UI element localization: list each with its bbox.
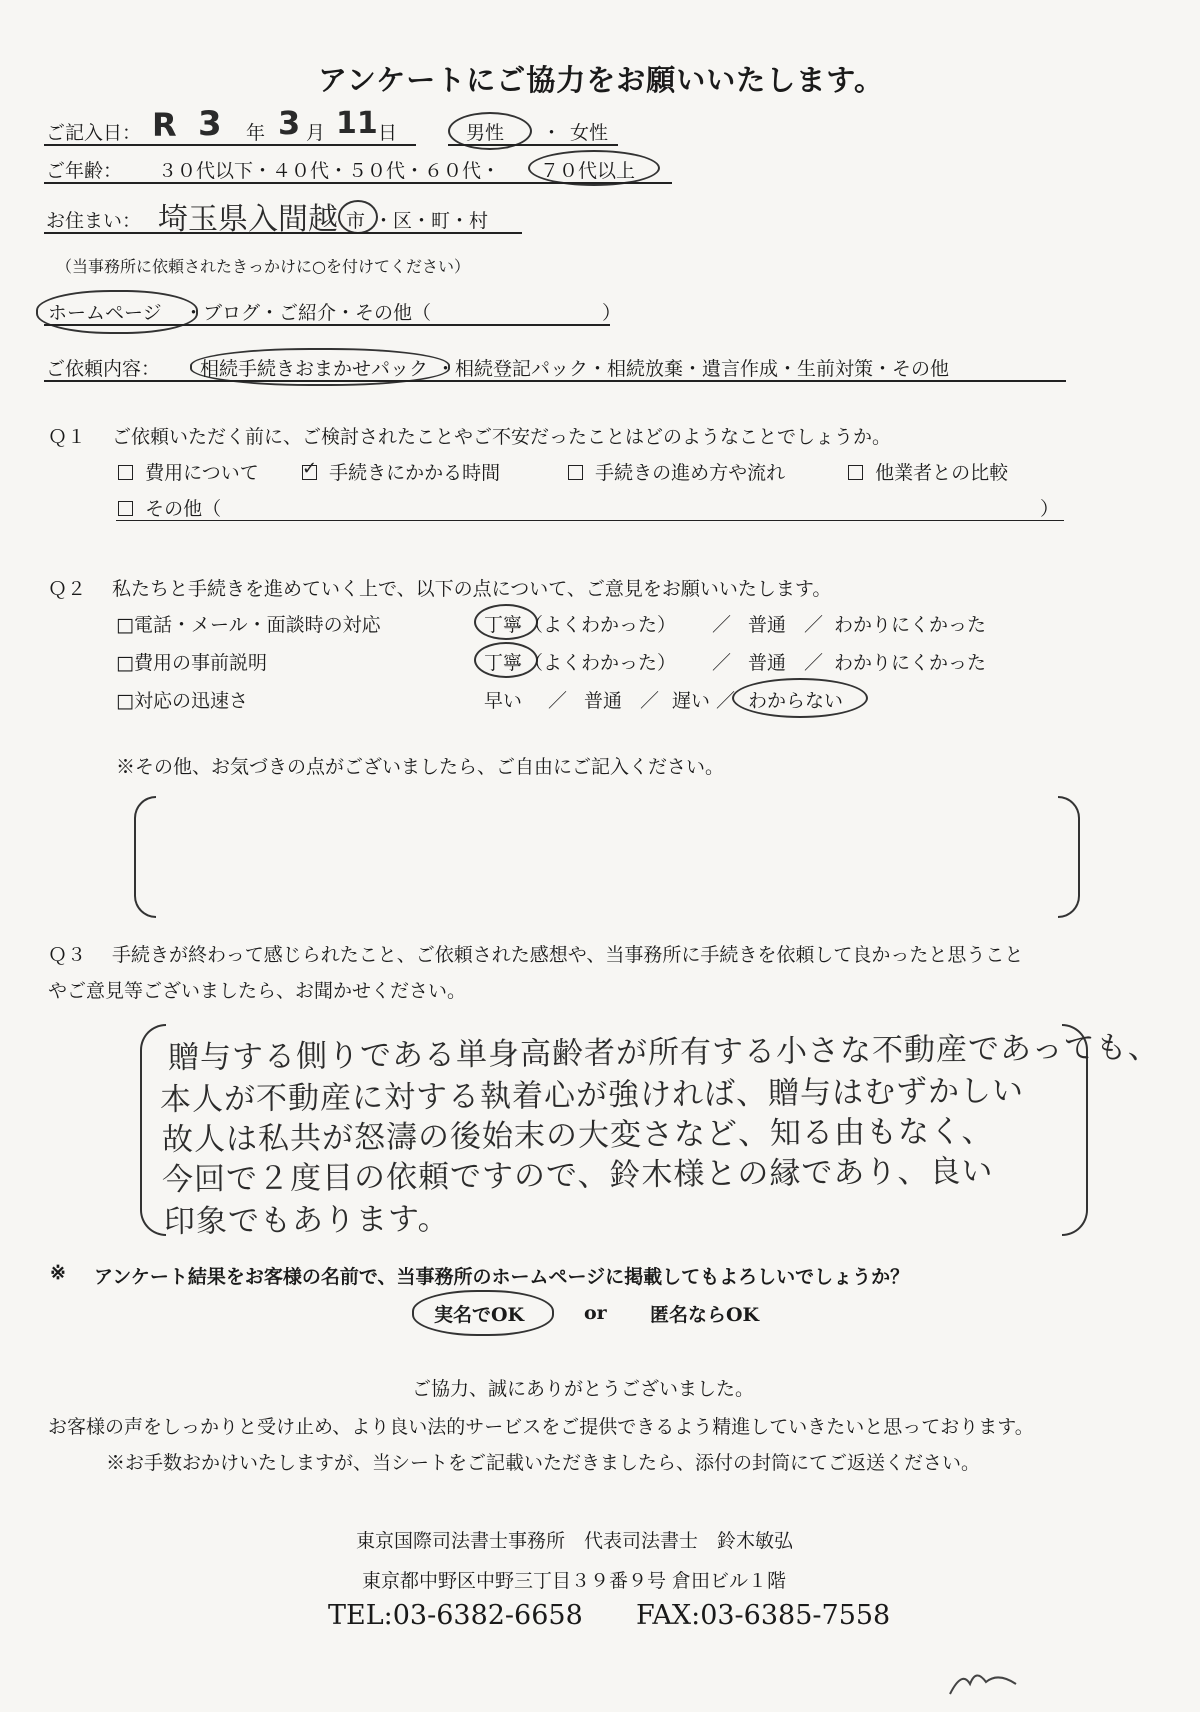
address-handwritten: 埼玉県入間越 [158,202,338,237]
q2-row3-label: □対応の迅速さ [116,690,248,712]
q2-row2-label: □費用の事前説明 [116,652,267,674]
q1-other-underline [116,520,1064,521]
q2-row3-opt3[interactable]: 遅い [672,690,711,712]
address-rest: ・区・町・村 [374,210,489,232]
footer-fax: FAX:03-6385-7558 [636,1600,891,1631]
closing-line3: ※お手数おかけいたしますが、当シートをご記載いただきましたら、添付の封筒にてご返送ください。 [106,1452,981,1474]
q3-question-line2: やご意見等ございましたら、お聞かせください。 [48,980,467,1002]
q1-option-other[interactable] [118,494,221,521]
q2-row1-opt3[interactable]: わかりにくかった [834,614,987,636]
q1-option-compare[interactable] [848,458,1008,485]
closing-line2: お客様の声をしっかりと受け止め、より良い法的サービスをご提供できるよう精進していきたいと思っております。 [48,1416,1034,1438]
footer-tel: TEL:03-6382-6658 [328,1600,583,1631]
q1-other-close: ） [1040,498,1060,520]
q2-free-bracket-right [1058,796,1080,918]
q2-row1-label: □電話・メール・面談時の対応 [116,614,381,636]
entry-date-day-unit: 日 [378,122,398,144]
q2-row1-sep2: ／ [804,614,824,636]
q2-row1-opt2[interactable]: 普通 [748,614,787,636]
trigger-underline [44,324,610,326]
q2-row1-opt1[interactable]: 丁寧 [484,614,523,636]
gender-separator: ・ [542,122,562,144]
age-label: ご年齢： [46,160,123,182]
trigger-note: （当事務所に依頼されたきっかけに○を付けてください） [56,257,470,276]
checkmark-icon: ✓ [302,458,318,479]
entry-date-label: ご記入日： [46,122,142,144]
q2-row2-sep2: ／ [804,652,824,674]
request-label: ご依頼内容： [46,358,161,380]
q2-number: Ｑ２ [48,578,87,600]
q1-option-process[interactable] [568,458,785,485]
entry-date-underline [44,144,416,146]
request-underline [44,380,1066,382]
q3-number: Ｑ３ [48,944,87,966]
q2-row3-opt2[interactable]: 普通 [584,690,623,712]
entry-date-month-unit: 月 [306,122,326,144]
q1-option-compare-label: 他業者との比較 [875,462,1009,484]
q2-row2-opt3[interactable]: わかりにくかった [834,652,987,674]
q2-row2-opt2[interactable]: 普通 [748,652,787,674]
entry-date-year: 3 [198,104,222,144]
gender-underline [448,144,618,146]
q3-answer-line3: 故人は私共が怒濤の後始末の大変さなど、知る由もなく、 [161,1113,994,1158]
request-selected[interactable]: 相続手続きおまかせパック [200,358,429,380]
gender-female[interactable]: 女性 [570,122,609,144]
footer-address: 東京都中野区中野三丁目３９番９号 倉田ビル１階 [362,1570,787,1592]
publish-mark: ※ [50,1262,66,1284]
q2-row3-sep3: ／ [716,690,736,712]
q1-option-cost-checkbox[interactable] [118,465,133,480]
q1-option-cost[interactable] [118,458,259,485]
q2-row3-opt1[interactable]: 早い [484,690,523,712]
age-underline [44,182,672,184]
publish-question: アンケート結果をお客様の名前で、当事務所のホームページに掲載してもよろしいでしょうか？ [94,1266,910,1288]
q1-option-compare-checkbox[interactable] [848,465,863,480]
entry-date-year-unit: 年 [246,122,266,144]
q2-free-prompt: ※その他、お気づきの点がございましたら、ご自由にご記入ください。 [116,756,725,778]
address-label: お住まい： [46,210,142,232]
footer-office: 東京国際司法書士事務所 代表司法書士 鈴木敏弘 [356,1530,794,1552]
q1-option-time[interactable] [302,458,500,485]
q1-option-process-checkbox[interactable] [568,465,583,480]
q2-row2-opt1-note: （よくわかった） [524,652,677,674]
publish-opt-realname[interactable]: 実名でOK [434,1304,525,1326]
publish-or: or [584,1302,607,1324]
entry-date-month: 3 [278,104,301,142]
q2-row3-sep2: ／ [640,690,660,712]
trigger-rest: ・ブログ・ご紹介・その他（ ） [184,302,622,324]
q1-option-cost-label: 費用について [145,462,259,484]
address-city[interactable]: 市 [346,210,366,232]
q2-row2-opt1[interactable]: 丁寧 [484,652,523,674]
q2-row1-opt1-note: （よくわかった） [524,614,677,636]
q2-row1-sep1: ／ [712,614,732,636]
handwritten-mark-icon [946,1660,1026,1700]
q2-free-bracket-left [134,796,156,918]
q1-number: Ｑ１ [48,426,87,448]
address-underline [44,232,522,234]
q1-option-process-label: 手続きの進め方や流れ [595,462,786,484]
q2-row3-sep1: ／ [548,690,568,712]
q3-answer-line2: 本人が不動産に対する執着心が強ければ、贈与はむずかしい [159,1072,1025,1118]
q1-option-time-label: 手続きにかかる時間 [329,462,501,484]
age-options: ３０代以下・４０代・５０代・６０代・ [158,160,501,182]
page-title: アンケートにご協力をお願いいたします。 [318,63,884,97]
q3-answer-line5: 印象でもあります。 [163,1201,450,1240]
publish-opt-anonymous[interactable]: 匿名ならOK [650,1304,760,1326]
q3-answer-line1: 贈与する側りである単身高齢者が所有する小さな不動産であっても、 [167,1029,1160,1076]
age-selected[interactable]: ７０代以上 [540,160,636,182]
q1-option-time-checkbox[interactable] [302,458,318,480]
entry-date-day: 11 [336,106,378,141]
q1-option-other-checkbox[interactable] [118,501,133,516]
trigger-selected[interactable]: ホームページ [48,302,162,324]
q1-question: ご依頼いただく前に、ご検討されたことやご不安だったことはどのようなことでしょうか。 [112,426,892,448]
q2-question: 私たちと手続きを進めていく上で、以下の点について、ご意見をお願いいたします。 [112,578,832,600]
q2-row2-sep1: ／ [712,652,732,674]
entry-date-era: R [152,106,177,144]
q1-option-other-label: その他（ [145,498,222,520]
closing-line1: ご協力、誠にありがとうございました。 [412,1378,755,1400]
gender-male[interactable]: 男性 [466,122,505,144]
q3-question-line1: 手続きが終わって感じられたこと、ご依頼された感想や、当事務所に手続きを依頼して良かったと思うこと [112,944,1024,966]
q2-row3-opt4[interactable]: わからない [748,690,844,712]
request-rest: ・相続登記パック・相続放棄・遺言作成・生前対策・その他 [436,358,950,380]
q3-answer-line4: 今回で２度目の依頼ですので、鈴木様との縁であり、良い [161,1153,994,1198]
